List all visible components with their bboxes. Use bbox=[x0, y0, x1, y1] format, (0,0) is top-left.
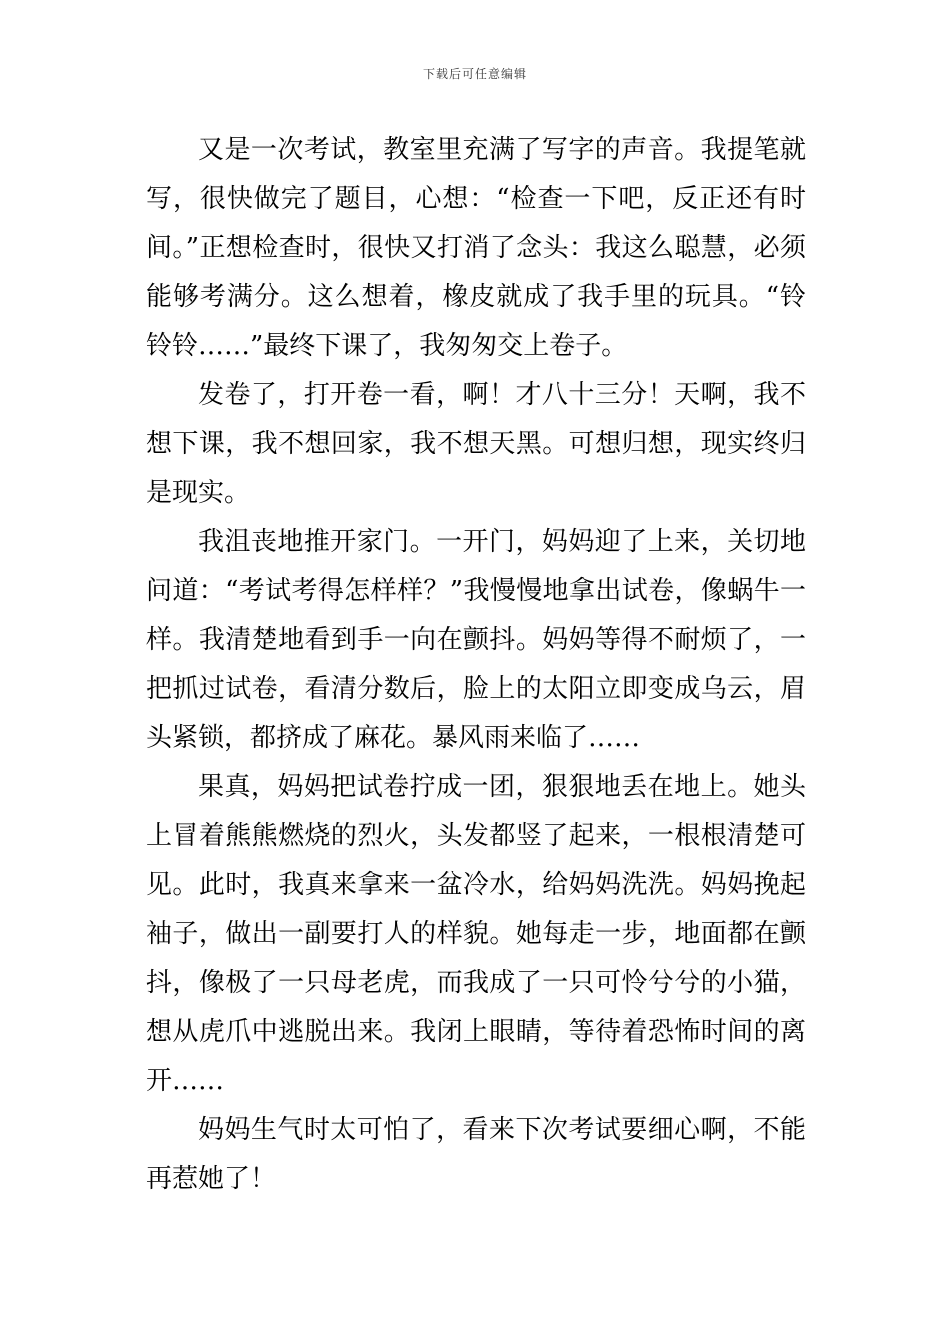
paragraph-4: 果真，妈妈把试卷拧成一团，狠狠地丢在地上。她头上冒着熊熊燃烧的烈火，头发都竖了起来，一根根清楚可见。此时，我真来拿来一盆冷水，给妈妈洗洗。妈妈挽起袖子，做出一副要打人的样貌。她每走一步，地面都在颤抖，像极了一只母老虎，而我成了一只可怜兮兮的小猫，想从虎爪中逃脱出来。我闭上眼睛，等待着恐怖时间的离开…… bbox=[146, 772, 806, 1096]
document-body bbox=[146, 126, 806, 1204]
paragraph-2: 发卷了，打开卷一看，啊！才八十三分！天啊，我不想下课，我不想回家，我不想天黑。可想归想，现实终归是现实。 bbox=[146, 380, 806, 508]
paragraph-3: 我沮丧地推开家门。一开门，妈妈迎了上来，关切地问道：“考试考得怎样样？”我慢慢地拿出试卷，像蜗牛一样。我清楚地看到手一向在颤抖。妈妈等得不耐烦了，一把抓过试卷，看清分数后，脸上的太阳立即变成乌云，眉头紧锁，都挤成了麻花。暴风雨来临了…… bbox=[146, 527, 806, 753]
paragraph-1: 又是一次考试，教室里充满了写字的声音。我提笔就写，很快做完了题目，心想：“检查一下吧，反正还有时间。”正想检查时，很快又打消了念头：我这么聪慧，必须能够考满分。这么想着，橡皮就成了我手里的玩具。“铃铃铃……”最终下课了，我匆匆交上卷子。 bbox=[146, 135, 806, 361]
page-header: 下载后可任意编辑 bbox=[422, 67, 527, 81]
paragraph-5: 妈妈生气时太可怕了，看来下次考试要细心啊，不能再惹她了！ bbox=[146, 1115, 806, 1194]
